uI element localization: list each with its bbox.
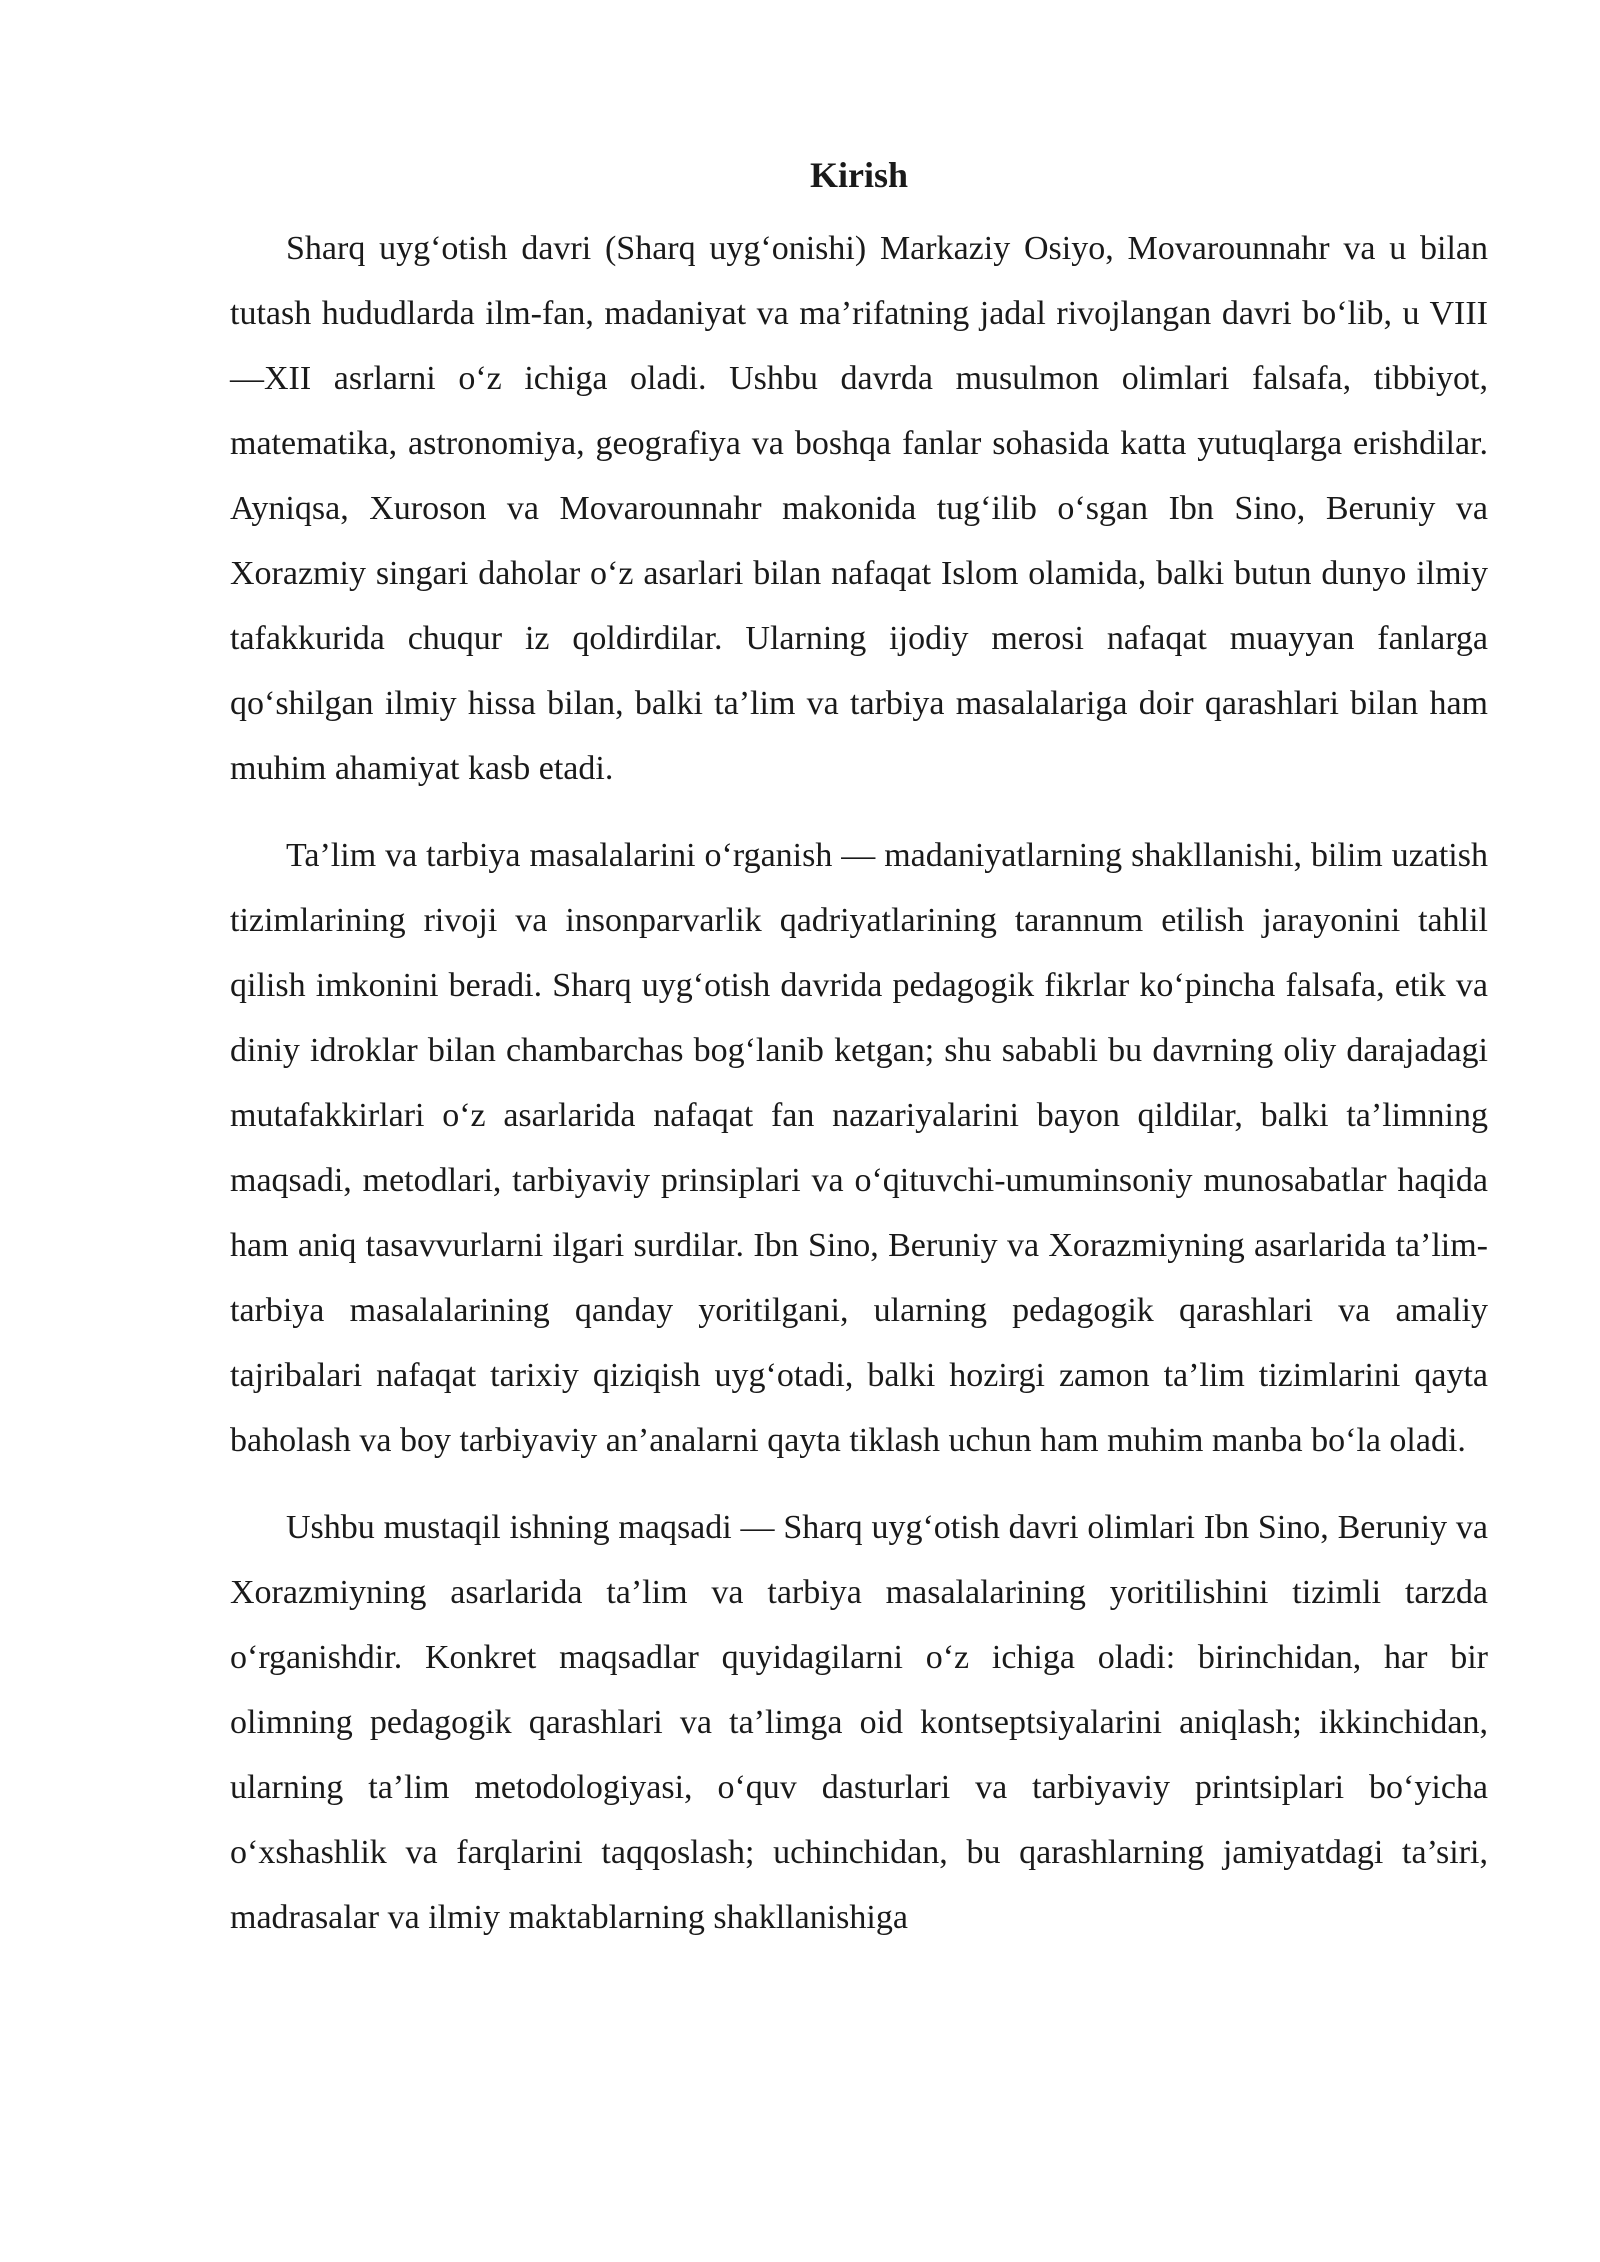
document-title: Kirish — [809, 155, 908, 195]
paragraph-1: Sharq uyg‘otish davri (Sharq uyg‘onishi) Markaziy Osiyo, Movarounnahr va u bilan tutash hududlarda ilm-fan, madaniyat va ma’rifatning jadal rivojlangan davri bo‘lib, u VIII—XII asrlarni o‘z ichiga oladi. Ushbu davrda musulmon olimlari falsafa, tibbiyot, matematika, astronomiya, geografiya va boshqa fanlar sohasida katta yutuqlarga erishdilar. Ayniqsa, Xuroson va Movarounnahr makonida tug‘ilib o‘sgan Ibn Sino, Beruniy va Xorazmiy singari daholar o‘z asarlari bilan nafaqat Islom olamida, balki butun dunyo ilmiy tafakkurida chuqur iz qoldirdilar. Ularning ijodiy merosi nafaqat muayyan fanlarga qo‘shilgan ilmiy hissa bilan, balki ta’lim va tarbiya masalalariga doir qarashlari bilan ham muhim ahamiyat kasb etadi. — [230, 230, 1488, 787]
paragraph-3: Ushbu mustaqil ishning maqsadi — Sharq uyg‘otish davri olimlari Ibn Sino, Beruniy va Xorazmiyning asarlarida ta’lim va tarbiya masalalarining yoritilishini tizimli tarzda o‘rganishdir. Konkret maqsadlar quyidagilarni o‘z ichiga oladi: birinchidan, har bir olimning pedagogik qarashlari va ta’limga oid kontseptsiyalarini aniqlash; ikkinchidan, ularning ta’lim metodologiyasi, o‘quv dasturlari va tarbiyaviy printsiplari bo‘yicha o‘xshashlik va farqlarini taqqoslash; uchinchidan, bu qarashlarning jamiyatdagi ta’siri, madrasalar va ilmiy maktablarning shakllanishiga — [230, 1509, 1488, 1936]
document-page — [230, 150, 1488, 1972]
paragraph-2: Ta’lim va tarbiya masalalarini o‘rganish — madaniyatlarning shakllanishi, bilim uzatish tizimlarining rivoji va insonparvarlik qadriyatlarining tarannum etilish jarayonini tahlil qilish imkonini beradi. Sharq uyg‘otish davrida pedagogik fikrlar ko‘pincha falsafa, etik va diniy idroklar bilan chambarchas bog‘lanib ketgan; shu sababli bu davrning oliy darajadagi mutafakkirlari o‘z asarlarida nafaqat fan nazariyalarini bayon qildilar, balki ta’limning maqsadi, metodlari, tarbiyaviy prinsiplari va o‘qituvchi-umuminsoniy munosabatlar haqida ham aniq tasavvurlarni ilgari surdilar. Ibn Sino, Beruniy va Xorazmiyning asarlarida ta’lim-tarbiya masalalarining qanday yoritilgani, ularning pedagogik qarashlari va amaliy tajribalari nafaqat tarixiy qiziqish uyg‘otadi, balki hozirgi zamon ta’lim tizimlarini qayta baholash va boy tarbiyaviy an’analarni qayta tiklash uchun ham muhim manba bo‘la oladi. — [230, 837, 1488, 1459]
